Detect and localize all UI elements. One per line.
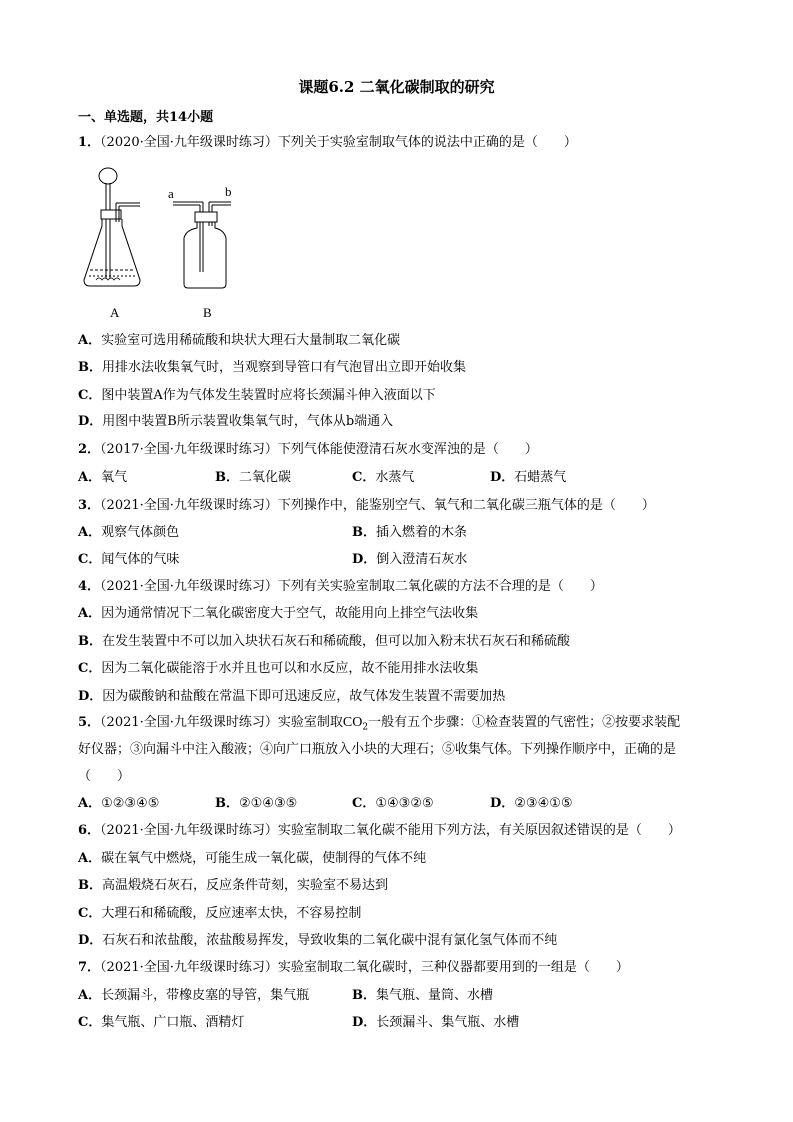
option-letter: B． <box>352 525 376 540</box>
option-letter: D． <box>490 796 515 811</box>
option-text: ②①④③⑤ <box>239 796 298 811</box>
option-text: 石灰石和浓盐酸，浓盐酸易挥发，导致收集的二氧化碳中混有氯化氢气体而不纯 <box>102 933 558 948</box>
option-text: ①②③④⑤ <box>101 796 160 811</box>
option-row <box>352 470 414 486</box>
flask-stopper <box>101 210 121 219</box>
option-text: 倒入澄清石灰水 <box>376 552 468 567</box>
funnel-bulb <box>99 168 117 184</box>
option-row <box>215 470 291 486</box>
option-text: 氧气 <box>101 470 128 485</box>
option-row <box>78 661 478 677</box>
question-number: 1． <box>78 135 101 150</box>
option-letter: A． <box>78 796 102 811</box>
question-number: 7． <box>78 960 101 975</box>
option-row <box>352 552 467 568</box>
option-letter: C． <box>78 388 102 403</box>
question-number: 5． <box>78 715 101 730</box>
formula-subscript: 2 <box>362 722 369 733</box>
option-row <box>78 851 426 867</box>
option-letter: A． <box>78 333 102 348</box>
option-row <box>352 796 434 812</box>
formula-co2: CO <box>342 715 363 730</box>
question-2-stem <box>78 442 538 458</box>
option-text: 插入燃着的木条 <box>376 525 468 540</box>
option-letter: C． <box>352 796 376 811</box>
option-letter: B． <box>352 988 376 1003</box>
option-row <box>78 606 478 622</box>
option-row <box>78 906 361 922</box>
option-letter: B． <box>78 878 102 893</box>
option-row <box>78 988 309 1004</box>
option-row <box>78 388 436 404</box>
option-row <box>78 414 393 430</box>
option-letter: B． <box>78 360 102 375</box>
option-row <box>78 796 159 812</box>
label-b: B <box>203 305 212 320</box>
option-letter: D． <box>352 1015 377 1030</box>
option-letter: D． <box>78 414 103 429</box>
question-number: 6． <box>78 823 101 838</box>
gas-bottle <box>184 222 226 288</box>
option-row <box>78 333 400 349</box>
question-text: （2021·全国·九年级课时练习）实验室制取二氧化碳不能用下列方法，有关原因叙述错误的是（ ） <box>100 823 681 838</box>
section-heading: 一、单选题，共14小题 <box>78 110 214 125</box>
option-letter: D． <box>78 689 103 704</box>
option-letter: C． <box>352 470 376 485</box>
option-row <box>352 1015 519 1031</box>
option-letter: B． <box>215 470 239 485</box>
option-row <box>490 470 566 486</box>
question-5-stem <box>78 715 680 736</box>
question-text: （2017·全国·九年级课时练习）下列气体能使澄清石灰水变浑浊的是（ ） <box>100 442 538 457</box>
option-letter: C． <box>78 661 102 676</box>
option-row <box>352 988 493 1004</box>
option-text: 观察气体颜色 <box>101 525 180 540</box>
option-letter: B． <box>215 796 239 811</box>
option-text: 高温煅烧石灰石，反应条件苛刻，实验室不易达到 <box>102 878 389 893</box>
question-text: 一般有五个步骤：①检查装置的气密性；②按要求装配 <box>368 715 681 730</box>
option-text: ①④③②⑤ <box>375 796 434 811</box>
question-text: （2021·全国·九年级课时练习）实验室制取二氧化碳时，三种仪器都要用到的一组是（ ） <box>100 960 629 975</box>
option-text: 用图中装置B所示装置收集氧气时，气体从b端通入 <box>102 414 394 429</box>
apparatus-figure <box>78 160 278 320</box>
question-text: （2021·全国·九年级课时练习）下列有关实验室制取二氧化碳的方法不合理的是（ ） <box>100 579 603 594</box>
question-6-stem <box>78 823 681 839</box>
option-text: 大理石和稀硫酸，反应速率太快，不容易控制 <box>101 906 362 921</box>
option-row <box>78 552 179 568</box>
question-number: 3． <box>78 498 101 513</box>
apparatus-drawing <box>78 160 278 310</box>
option-row <box>78 689 505 705</box>
option-text: 用排水法收集氧气时，当观察到导管口有气泡冒出立即开始收集 <box>102 360 467 375</box>
option-letter: D． <box>352 552 377 567</box>
option-letter: B． <box>78 634 102 649</box>
question-7-stem <box>78 960 629 976</box>
option-letter: C． <box>78 1015 102 1030</box>
page-title: 课题6.2 二氧化碳制取的研究 <box>298 78 495 96</box>
conical-flask <box>84 219 140 286</box>
option-row <box>352 525 467 541</box>
option-row <box>490 796 573 812</box>
option-text: 长颈漏斗，带橡皮塞的导管，集气瓶 <box>101 988 310 1003</box>
option-text: 因为通常情况下二氧化碳密度大于空气，故能用向上排空气法收集 <box>101 606 479 621</box>
option-letter: A． <box>78 470 102 485</box>
option-letter: A． <box>78 851 102 866</box>
option-letter: A． <box>78 988 102 1003</box>
option-text: 因为碳酸钠和盐酸在常温下即可迅速反应，故气体发生装置不需要加热 <box>102 689 506 704</box>
question-3-stem <box>78 498 655 514</box>
question-1-stem <box>78 135 577 151</box>
option-row <box>215 796 297 812</box>
option-text: 在发生装置中不可以加入块状石灰石和稀硫酸，但可以加入粉末状石灰石和稀硫酸 <box>102 634 571 649</box>
option-text: 集气瓶、量筒、水槽 <box>376 988 494 1003</box>
option-letter: D． <box>78 933 103 948</box>
option-row <box>78 1015 244 1031</box>
question-number: 2． <box>78 442 101 457</box>
option-letter: C． <box>78 552 102 567</box>
option-row <box>78 470 127 486</box>
question-number: 4． <box>78 579 101 594</box>
option-text: 石蜡蒸气 <box>514 470 567 485</box>
question-5-stem-line3: （ ） <box>78 769 131 784</box>
option-text: 闻气体的气味 <box>101 552 180 567</box>
question-text: （2021·全国·九年级课时练习）下列操作中，能鉴别空气、氧气和二氧化碳三瓶气体的是（ ） <box>100 498 655 513</box>
port-b-label: b <box>225 184 232 199</box>
option-text: 集气瓶、广口瓶、酒精灯 <box>101 1015 245 1030</box>
option-row <box>78 634 570 650</box>
bottle-stopper <box>195 212 217 222</box>
option-text: 水蒸气 <box>375 470 415 485</box>
option-text: ②③④①⑤ <box>514 796 573 811</box>
option-text: 长颈漏斗、集气瓶、水槽 <box>376 1015 520 1030</box>
question-4-stem <box>78 579 603 595</box>
question-text: （2020·全国·九年级课时练习）下列关于实验室制取气体的说法中正确的是（ ） <box>100 135 577 150</box>
option-text: 二氧化碳 <box>239 470 292 485</box>
option-letter: A． <box>78 525 102 540</box>
option-letter: C． <box>78 906 102 921</box>
option-letter: D． <box>490 470 515 485</box>
question-text: （2021·全国·九年级课时练习）实验室制取 <box>100 715 343 730</box>
option-text: 碳在氧气中燃烧，可能生成一氧化碳，使制得的气体不纯 <box>101 851 427 866</box>
question-5-stem-line2: 好仪器；③向漏斗中注入酸液；④向广口瓶放入小块的大理石；⑤收集气体。下列操作顺序中，正确的是 <box>78 742 677 757</box>
option-letter: A． <box>78 606 102 621</box>
option-text: 因为二氧化碳能溶于水并且也可以和水反应，故不能用排水法收集 <box>101 661 479 676</box>
option-text: 图中装置A作为气体发生装置时应将长颈漏斗伸入液面以下 <box>101 388 436 403</box>
option-text: 实验室可选用稀硫酸和块状大理石大量制取二氧化碳 <box>101 333 401 348</box>
option-row <box>78 525 179 541</box>
option-row <box>78 360 466 376</box>
option-row <box>78 878 388 894</box>
port-a-label: a <box>168 186 174 201</box>
label-a: A <box>110 305 120 320</box>
option-row <box>78 933 557 949</box>
